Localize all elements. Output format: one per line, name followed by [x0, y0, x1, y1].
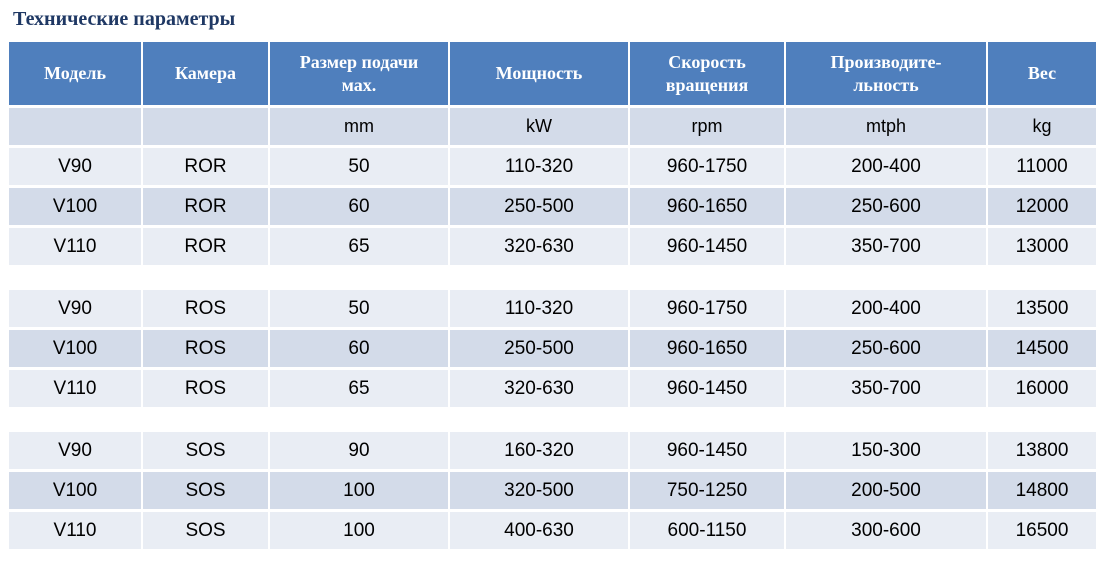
table-cell: 960-1450 [629, 432, 785, 471]
table-cell: 350-700 [785, 227, 987, 267]
table-cell: 160-320 [449, 432, 629, 471]
spacer-cell [142, 409, 269, 433]
spacer-cell [9, 267, 142, 291]
spacer-cell [785, 409, 987, 433]
table-cell: 320-500 [449, 471, 629, 511]
table-cell: V110 [9, 227, 142, 267]
table-row [9, 290, 1096, 329]
table-cell: 16500 [987, 511, 1096, 550]
spacer-cell [142, 267, 269, 291]
table-cell: V100 [9, 187, 142, 227]
table-cell: 750-1250 [629, 471, 785, 511]
parameters-table [9, 42, 1096, 549]
table-cell: 13000 [987, 227, 1096, 267]
table-cell: 960-1650 [629, 187, 785, 227]
table-cell: 250-500 [449, 329, 629, 369]
table-cell: SOS [142, 511, 269, 550]
table-row [9, 329, 1096, 369]
table-cell: 50 [269, 147, 449, 187]
table-cell: 65 [269, 227, 449, 267]
table-cell: SOS [142, 471, 269, 511]
table-cell: 65 [269, 369, 449, 409]
unit-cell: kW [449, 107, 629, 147]
unit-cell: mtph [785, 107, 987, 147]
table-cell: ROR [142, 147, 269, 187]
table-cell: 960-1450 [629, 227, 785, 267]
table-cell: V90 [9, 147, 142, 187]
column-header-text: вращения [665, 74, 749, 95]
table-cell: V90 [9, 432, 142, 471]
table-cell: 400-630 [449, 511, 629, 550]
column-header-text: Вес [1027, 63, 1057, 83]
table-cell: V110 [9, 369, 142, 409]
table-cell: 14500 [987, 329, 1096, 369]
header-row [9, 42, 1096, 107]
spacer-cell [449, 267, 629, 291]
table-row [9, 227, 1096, 267]
column-header [987, 42, 1096, 107]
table-row [9, 187, 1096, 227]
column-header-text: Размер подачи [299, 51, 419, 72]
spacer-cell [449, 409, 629, 433]
spacer-cell [987, 267, 1096, 291]
table-cell: 600-1150 [629, 511, 785, 550]
spacer-cell [785, 267, 987, 291]
unit-cell: kg [987, 107, 1096, 147]
table-cell: 13500 [987, 290, 1096, 329]
table-cell: 200-400 [785, 147, 987, 187]
spacer-cell [9, 409, 142, 433]
column-header [269, 42, 449, 107]
table-cell: 960-1750 [629, 147, 785, 187]
table-cell: SOS [142, 432, 269, 471]
table-cell: 200-400 [785, 290, 987, 329]
column-header-text: Скорость [668, 51, 746, 72]
units-row [9, 107, 1096, 147]
column-header-text: Производите- [830, 51, 942, 72]
table-cell: ROS [142, 290, 269, 329]
group-spacer [9, 409, 1096, 433]
spacer-cell [269, 409, 449, 433]
table-cell: 100 [269, 471, 449, 511]
table-cell: 100 [269, 511, 449, 550]
column-header [9, 42, 142, 107]
spacer-cell [629, 267, 785, 291]
table-cell: V90 [9, 290, 142, 329]
column-header-text: мах. [341, 74, 377, 95]
unit-cell [9, 107, 142, 147]
table-cell: 50 [269, 290, 449, 329]
table-cell: 90 [269, 432, 449, 471]
table-cell: 200-500 [785, 471, 987, 511]
table-cell: 250-600 [785, 329, 987, 369]
table-cell: 960-1750 [629, 290, 785, 329]
table-cell: 320-630 [449, 369, 629, 409]
spacer-cell [269, 267, 449, 291]
column-header [629, 42, 785, 107]
table-cell: 60 [269, 329, 449, 369]
table-cell: 320-630 [449, 227, 629, 267]
table-cell: V100 [9, 471, 142, 511]
unit-cell [142, 107, 269, 147]
table-cell: 14800 [987, 471, 1096, 511]
column-header [142, 42, 269, 107]
table-cell: 110-320 [449, 290, 629, 329]
table-cell: ROR [142, 187, 269, 227]
table-cell: 60 [269, 187, 449, 227]
table-cell: 250-600 [785, 187, 987, 227]
table-cell: ROR [142, 227, 269, 267]
table-row [9, 432, 1096, 471]
table-cell: 13800 [987, 432, 1096, 471]
table-cell: 960-1450 [629, 369, 785, 409]
table-cell: ROS [142, 369, 269, 409]
table-cell: 110-320 [449, 147, 629, 187]
unit-cell: mm [269, 107, 449, 147]
column-header-text: Камера [174, 63, 237, 83]
table-cell: 250-500 [449, 187, 629, 227]
table-cell: 300-600 [785, 511, 987, 550]
column-header-text: льность [853, 74, 919, 95]
table-cell: ROS [142, 329, 269, 369]
spacer-cell [629, 409, 785, 433]
table-cell: V100 [9, 329, 142, 369]
table-cell: V110 [9, 511, 142, 550]
unit-cell: rpm [629, 107, 785, 147]
table-row [9, 369, 1096, 409]
column-header-text: Модель [44, 63, 106, 83]
table-cell: 11000 [987, 147, 1096, 187]
column-header-text: Мощность [495, 63, 583, 83]
table-cell: 12000 [987, 187, 1096, 227]
table-row [9, 471, 1096, 511]
table-cell: 350-700 [785, 369, 987, 409]
table-cell: 150-300 [785, 432, 987, 471]
table-cell: 16000 [987, 369, 1096, 409]
column-header [785, 42, 987, 107]
group-spacer [9, 267, 1096, 291]
spacer-cell [987, 409, 1096, 433]
page-title: Технические параметры [13, 8, 236, 30]
table-row [9, 511, 1096, 550]
table-row [9, 147, 1096, 187]
table-cell: 960-1650 [629, 329, 785, 369]
column-header [449, 42, 629, 107]
